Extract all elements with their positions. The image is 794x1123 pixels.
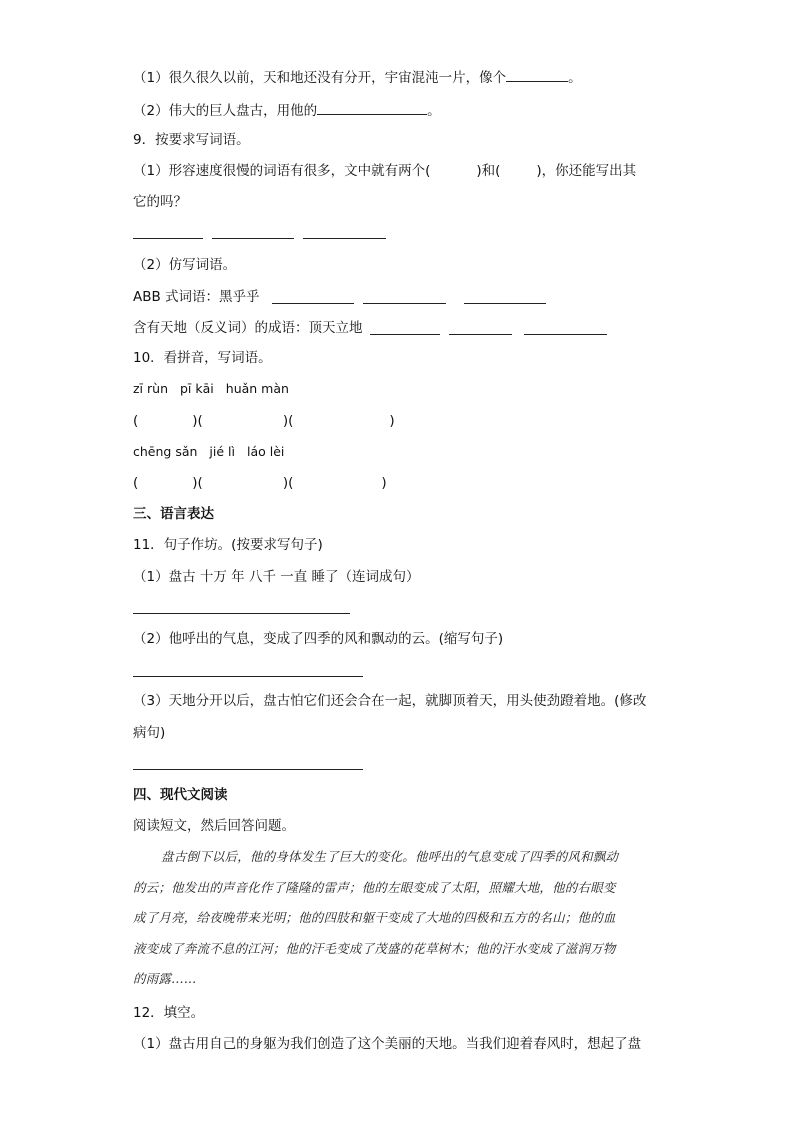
q12-item-1: （1）盘古用自己的身躯为我们创造了这个美丽的天地。当我们迎着春风时，想起了盘 (133, 1036, 642, 1052)
passage-line: 成了月亮，给夜晚带来光明；他的四肢和躯干变成了大地的四极和五方的名山；他的血 (133, 910, 616, 925)
pinyin-word: huǎn màn (225, 381, 289, 396)
q9-answer-line-3[interactable] (303, 238, 386, 239)
q9-idiom-blank-2[interactable] (449, 334, 512, 335)
q8-item-1 (133, 67, 582, 87)
q9-item-1-part-c: )，你还能写出其 (536, 163, 637, 179)
q11-answer-line-3[interactable] (133, 769, 363, 770)
q9-title: 9．按要求写词语。 (133, 132, 250, 148)
passage-line: 的雨露…… (133, 971, 197, 986)
q9-idiom-label: 含有天地（反义词）的成语：顶天立地 (133, 320, 363, 336)
q10-pinyin-row-1 (133, 380, 289, 398)
q8-item-2 (133, 100, 441, 120)
q9-answer-line-1[interactable] (133, 238, 203, 239)
paren-close: )( (282, 413, 294, 429)
q9-item-1-part-b: )和( (476, 163, 501, 179)
q8-item-2-blank[interactable] (317, 100, 427, 115)
q9-idiom-blank-3[interactable] (524, 334, 607, 335)
q9-item-1-line2: 它的吗？ (133, 194, 187, 210)
paren-open: ( (133, 475, 139, 491)
q10-answer-row-1[interactable] (133, 412, 395, 430)
pinyin-word: chēng sǎn (133, 444, 198, 459)
paren-close: )( (192, 413, 203, 429)
q9-idiom-blank-1[interactable] (370, 334, 440, 335)
q9-abb-blank-1[interactable] (272, 303, 354, 304)
q8-item-2-text: （2）伟大的巨人盘古，用他的 (133, 103, 318, 119)
q10-title: 10．看拼音，写词语。 (133, 350, 272, 366)
pinyin-word: láo lèi (246, 444, 285, 459)
q9-idiom-row (133, 319, 363, 337)
passage-line: 的云；他发出的声音化作了隆隆的雷声；他的左眼变成了太阳，照耀大地，他的右眼变 (133, 879, 616, 895)
section-4-title: 四、现代文阅读 (133, 787, 228, 803)
q9-answer-line-2[interactable] (212, 238, 294, 239)
q8-item-1-suffix: 。 (568, 70, 582, 86)
q9-abb-row (133, 288, 260, 306)
paren-open: ( (133, 413, 139, 429)
q11-answer-line-1[interactable] (133, 613, 350, 614)
q9-item-1 (133, 162, 636, 180)
paren-close: )( (282, 475, 294, 491)
q11-item-2: （2）他呼出的气息，变成了四季的风和飘动的云。(缩写句子) (133, 631, 504, 647)
q11-item-3: （3）天地分开以后，盘古怕它们还会合在一起，就脚顶着天，用头使劲蹬着地。(修改 (133, 693, 647, 709)
pinyin-word: jié lì (209, 444, 235, 459)
paren-close-final: ) (381, 475, 387, 491)
paren-close-final: ) (389, 413, 395, 429)
paren-close: )( (192, 475, 203, 491)
reading-passage (133, 842, 663, 995)
q9-abb-blank-2[interactable] (363, 303, 446, 304)
pinyin-word: pī kāi (180, 381, 214, 396)
q9-abb-label: ABB 式词语：黑乎乎 (133, 289, 260, 305)
q11-answer-line-2[interactable] (133, 676, 363, 677)
q11-item-3-line2: 病句) (133, 725, 166, 741)
q9-item-2: （2）仿写词语。 (133, 257, 237, 273)
reading-intro: 阅读短文，然后回答问题。 (133, 818, 295, 834)
q11-title: 11．句子作坊。(按要求写句子) (133, 537, 323, 553)
q10-pinyin-row-2 (133, 443, 284, 461)
q8-item-2-suffix: 。 (427, 103, 441, 119)
q9-abb-blank-3[interactable] (464, 303, 546, 304)
q12-title: 12．填空。 (133, 1005, 205, 1021)
passage-line: 盘古倒下以后，他的身体发生了巨大的变化。他呼出的气息变成了四季的风和飘动 (161, 849, 619, 864)
q8-item-1-text: （1）很久很久以前，天和地还没有分开，宇宙混沌一片，像个 (133, 70, 507, 86)
q8-item-1-blank[interactable] (506, 67, 568, 82)
passage-line: 液变成了奔流不息的江河；他的汗毛变成了茂盛的花草树木；他的汗水变成了滋润万物 (133, 940, 616, 956)
q9-item-1-part-a: （1）形容速度很慢的词语有很多，文中就有两个( (133, 163, 431, 179)
pinyin-word: zī rùn (133, 381, 168, 396)
q11-item-1: （1）盘古 十万 年 八千 一直 睡了（连词成句） (133, 569, 420, 585)
section-3-title: 三、语言表达 (133, 506, 214, 522)
q10-answer-row-2[interactable] (133, 474, 387, 492)
